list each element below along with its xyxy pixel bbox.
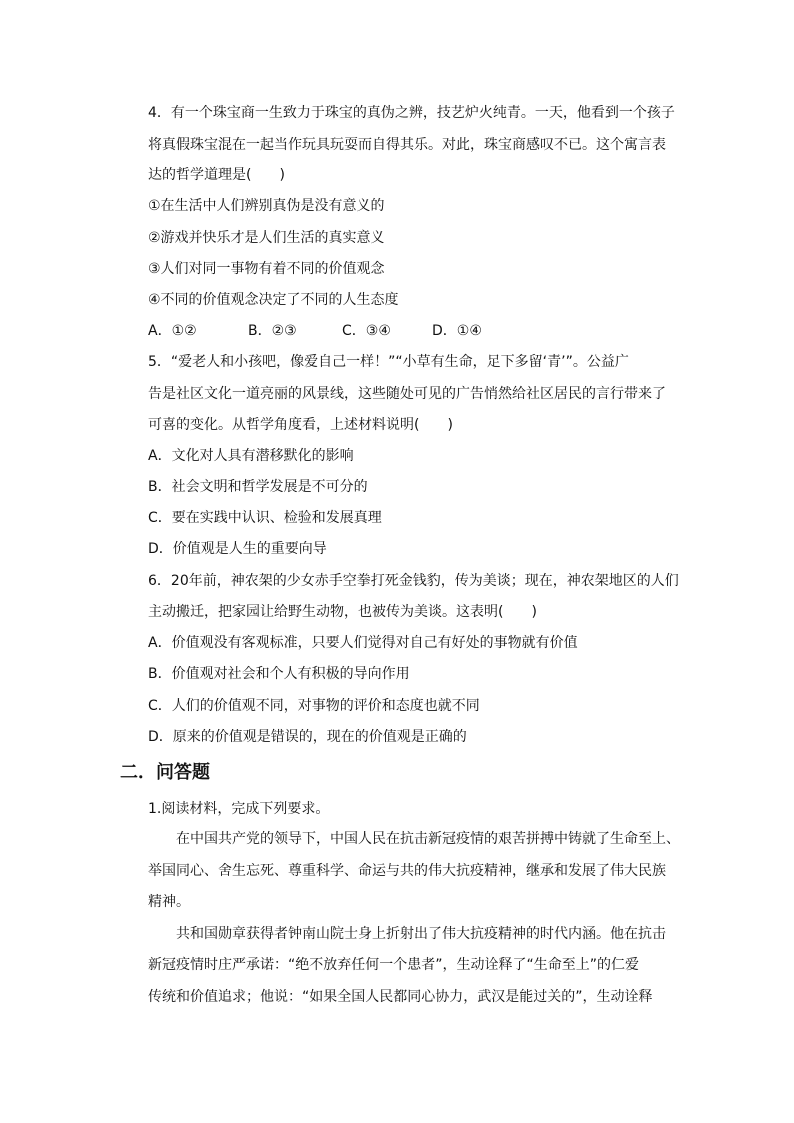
q5-option-b: B．社会文明和哲学发展是不可分的 <box>148 479 368 495</box>
q4-stem-line-3: 达的哲学道理是( ) <box>148 167 285 183</box>
material-paragraph-2-line-3: 传统和价值追求；他说：“如果全国人民都同心协力，武汉是能过关的”，生动诠释 <box>148 989 653 1005</box>
material-paragraph-1-line-3: 精神。 <box>148 894 190 910</box>
material-paragraph-2-line-1: 共和国勋章获得者钟南山院士身上折射出了伟大抗疫精神的时代内涵。他在抗击 <box>176 926 666 942</box>
q4-option-d: D．①④ <box>432 323 482 339</box>
q5-option-a: A．文化对人具有潜移默化的影响 <box>148 448 354 464</box>
q6-stem-line-1: 6．20年前，神农架的少女赤手空拳打死金钱豹，传为美谈；现在，神农架地区的人们 <box>148 573 679 589</box>
q6-option-a: A．价值观没有客观标准，只要人们觉得对自己有好处的事物就有价值 <box>148 635 578 651</box>
q5-stem-line-3: 可喜的变化。从哲学角度看，上述材料说明( ) <box>148 417 453 433</box>
q4-option-c: C．③④ <box>342 323 391 339</box>
q5-option-c: C．要在实践中认识、检验和发展真理 <box>148 510 382 526</box>
q4-stem-line-1: 4．有一个珠宝商一生致力于珠宝的真伪之辨，技艺炉火纯青。一天，他看到一个孩子 <box>148 105 675 121</box>
q5-stem-line-2: 告是社区文化一道亮丽的风景线，这些随处可见的广告悄然给社区居民的言行带来了 <box>148 386 666 402</box>
q5-option-d: D．价值观是人生的重要向导 <box>148 541 327 557</box>
material-paragraph-2-line-2: 新冠疫情时庄严承诺：“绝不放弃任何一个患者”，生动诠释了“生命至上”的仁爱 <box>148 957 640 973</box>
q6-option-c: C．人们的价值观不同，对事物的评价和态度也就不同 <box>148 698 480 714</box>
section-heading: 二．问答题 <box>120 762 210 783</box>
q4-option-a: A．①② <box>148 323 197 339</box>
q4-statement-3: ③人们对同一事物有着不同的价值观念 <box>148 261 385 277</box>
q5-stem-line-1: 5．“爱老人和小孩吧，像爱自己一样！”“小草有生命，足下多留‘青’”。公益广 <box>148 354 629 370</box>
q4-stem-line-2: 将真假珠宝混在一起当作玩具玩耍而自得其乐。对此，珠宝商感叹不已。这个寓言表 <box>148 137 666 153</box>
q6-stem-line-2: 主动搬迁，把家园让给野生动物，也被传为美谈。这表明( ) <box>148 604 537 620</box>
material-paragraph-1-line-1: 在中国共产党的领导下，中国人民在抗击新冠疫情的艰苦拼搏中铸就了生命至上、 <box>176 831 680 847</box>
q4-option-b: B．②③ <box>248 323 297 339</box>
q6-option-b: B．价值观对社会和个人有积极的导向作用 <box>148 666 410 682</box>
q4-statement-1: ①在生活中人们辨别真伪是没有意义的 <box>148 198 385 214</box>
q4-statement-2: ②游戏并快乐才是人们生活的真实意义 <box>148 230 385 246</box>
q6-option-d: D．原来的价值观是错误的，现在的价值观是正确的 <box>148 729 467 745</box>
q4-statement-4: ④不同的价值观念决定了不同的人生态度 <box>148 292 399 308</box>
material-paragraph-1-line-2: 举国同心、舍生忘死、尊重科学、命运与共的伟大抗疫精神，继承和发展了伟大民族 <box>148 863 666 879</box>
essay-question-1-intro: 1.阅读材料，完成下列要求。 <box>148 801 330 817</box>
